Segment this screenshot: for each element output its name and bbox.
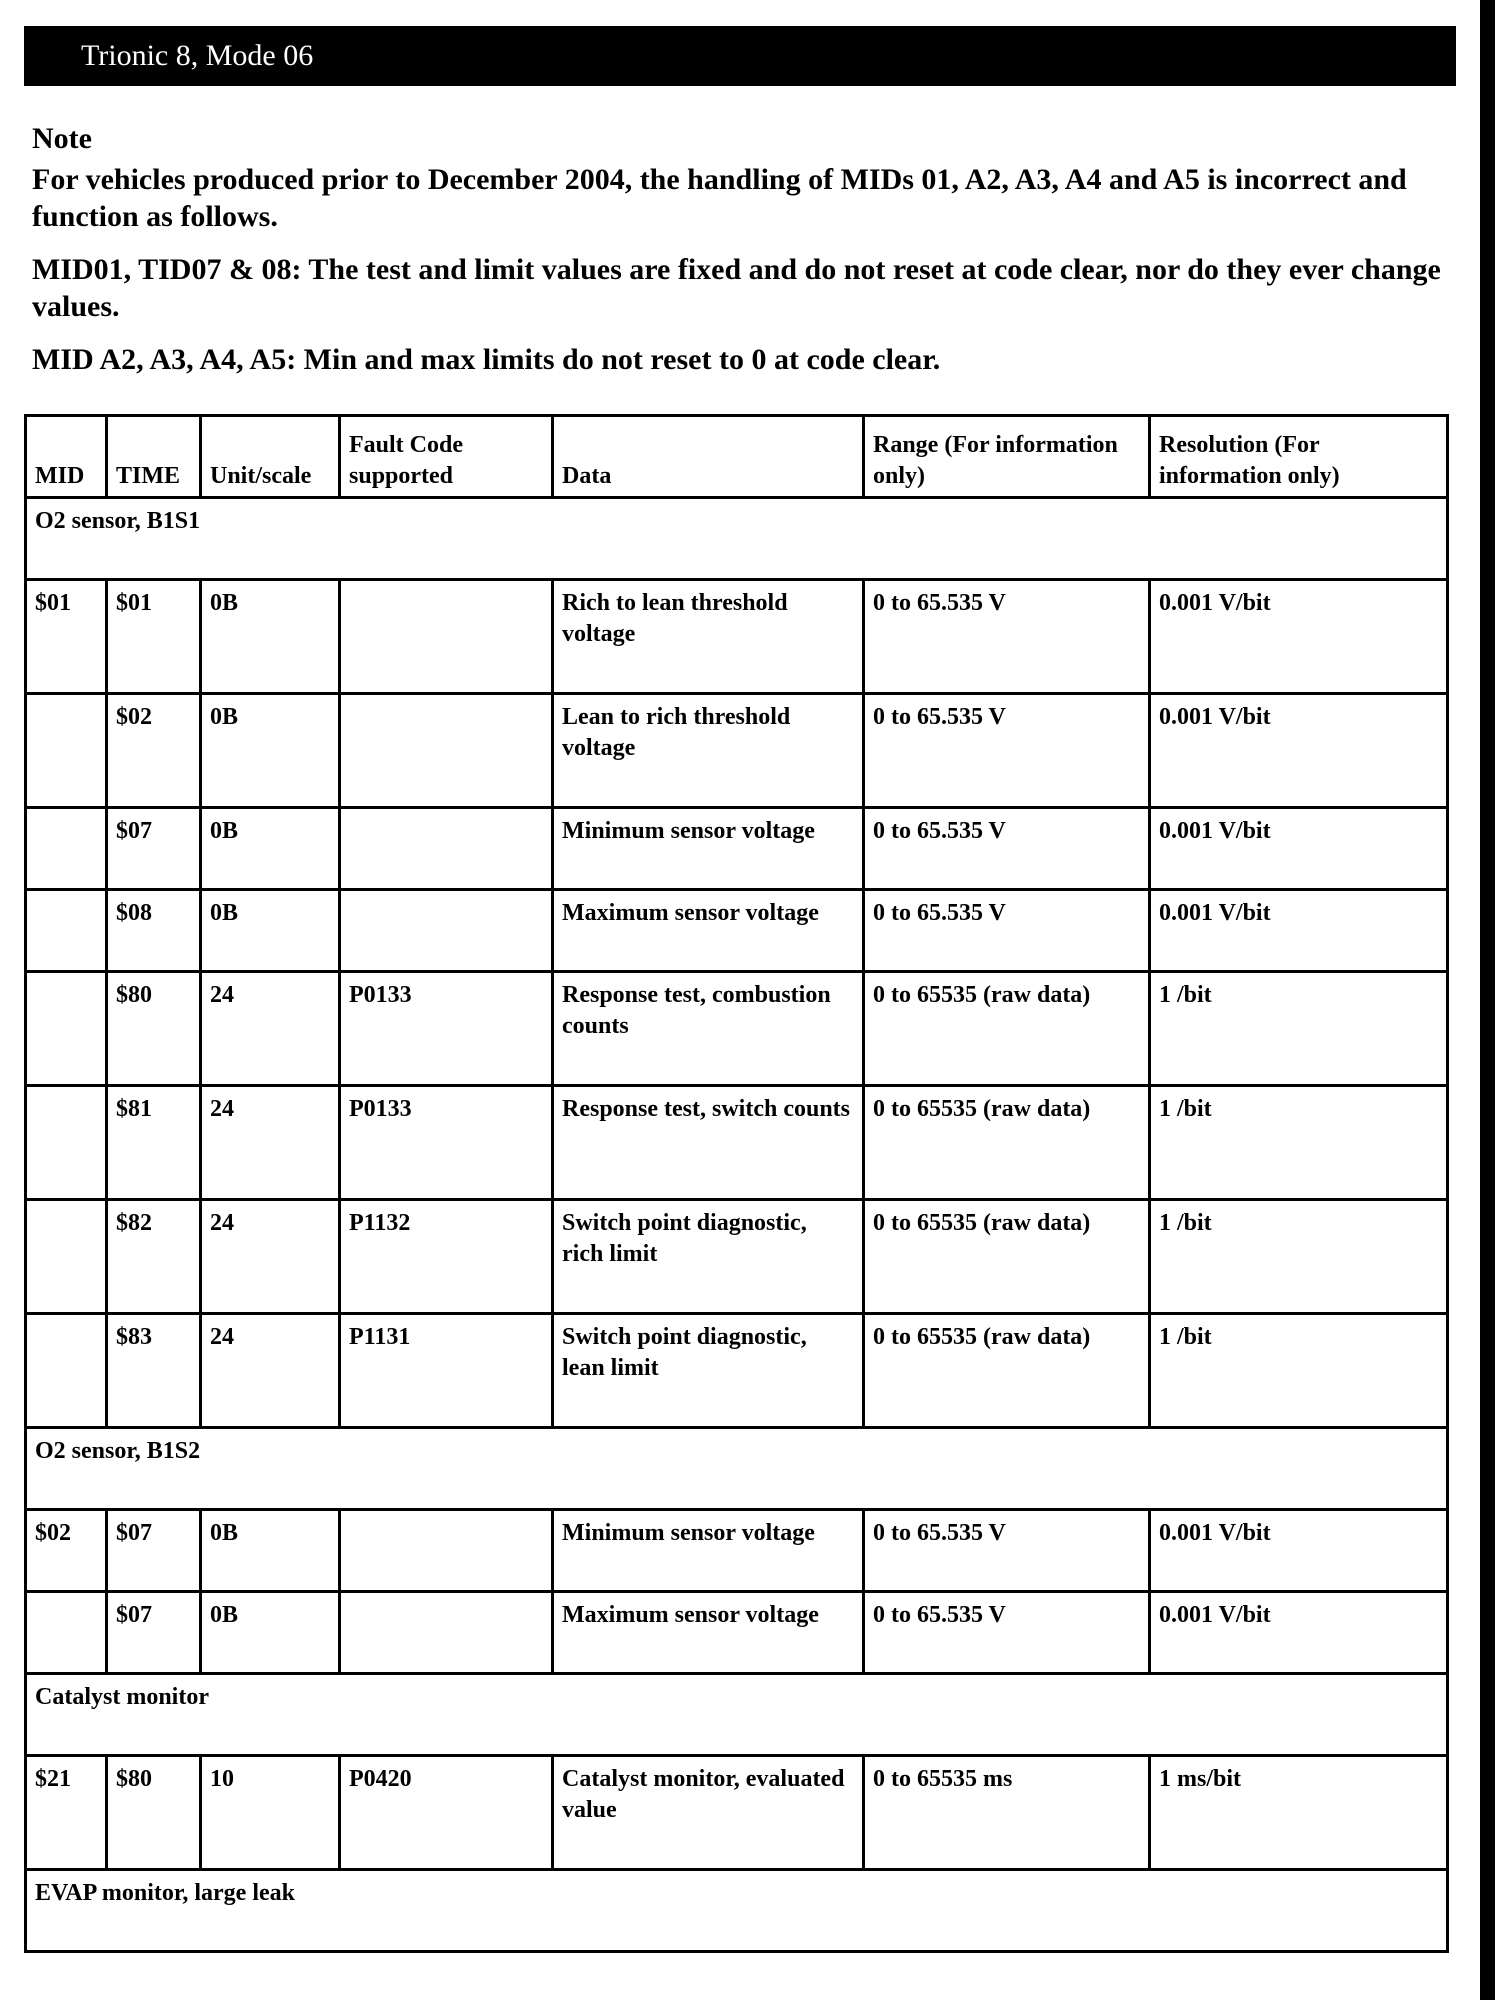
cell-data: Minimum sensor voltage (553, 808, 864, 890)
cell-range: 0 to 65.535 V (864, 580, 1150, 694)
cell-resolution: 1 /bit (1150, 1200, 1448, 1314)
cell-data: Lean to rich threshold voltage (553, 694, 864, 808)
group-label: O2 sensor, B1S1 (26, 498, 1448, 580)
cell-mid (26, 1200, 107, 1314)
cell-range: 0 to 65535 ms (864, 1756, 1150, 1870)
cell-resolution: 0.001 V/bit (1150, 890, 1448, 972)
table-row (26, 1510, 1448, 1592)
cell-range: 0 to 65535 (raw data) (864, 1200, 1150, 1314)
cell-mid (26, 1592, 107, 1674)
note-section (32, 120, 1452, 394)
cell-unit-scale: 0B (201, 1510, 340, 1592)
cell-unit-scale: 0B (201, 1592, 340, 1674)
cell-unit-scale: 24 (201, 972, 340, 1086)
cell-fault-code (340, 1592, 553, 1674)
column-header-data: Data (553, 416, 864, 498)
cell-range: 0 to 65535 (raw data) (864, 1086, 1150, 1200)
cell-fault-code (340, 694, 553, 808)
cell-time: $08 (107, 890, 201, 972)
table-row (26, 694, 1448, 808)
cell-data: Catalyst monitor, evaluated value (553, 1756, 864, 1870)
column-header-unit-scale: Unit/scale (201, 416, 340, 498)
table-row (26, 580, 1448, 694)
cell-mid (26, 1086, 107, 1200)
cell-mid (26, 890, 107, 972)
cell-resolution: 1 ms/bit (1150, 1756, 1448, 1870)
cell-fault-code: P0133 (340, 972, 553, 1086)
cell-mid: $21 (26, 1756, 107, 1870)
cell-data: Minimum sensor voltage (553, 1510, 864, 1592)
cell-mid (26, 694, 107, 808)
cell-data: Response test, switch counts (553, 1086, 864, 1200)
table-body (26, 498, 1448, 1952)
cell-mid (26, 808, 107, 890)
cell-fault-code (340, 808, 553, 890)
cell-range: 0 to 65535 (raw data) (864, 972, 1150, 1086)
cell-time: $80 (107, 972, 201, 1086)
cell-data: Switch point diagnostic, lean limit (553, 1314, 864, 1428)
page-edge-bar (1480, 0, 1495, 2000)
cell-fault-code: P1131 (340, 1314, 553, 1428)
cell-time: $01 (107, 580, 201, 694)
table-group-row (26, 1428, 1448, 1510)
cell-mid: $02 (26, 1510, 107, 1592)
group-label: EVAP monitor, large leak (26, 1870, 1448, 1952)
cell-time: $07 (107, 1592, 201, 1674)
cell-mid (26, 972, 107, 1086)
cell-range: 0 to 65.535 V (864, 1592, 1150, 1674)
note-paragraph: MID01, TID07 & 08: The test and limit values are fixed and do not reset at code clear, nor do they ever change values. (32, 253, 1441, 323)
table-row (26, 1756, 1448, 1870)
table-row (26, 1086, 1448, 1200)
cell-range: 0 to 65535 (raw data) (864, 1314, 1150, 1428)
cell-unit-scale: 24 (201, 1314, 340, 1428)
cell-fault-code (340, 890, 553, 972)
table-header-row (26, 416, 1448, 498)
column-header-time: TIME (107, 416, 201, 498)
table-row (26, 1314, 1448, 1428)
note-paragraph: For vehicles produced prior to December 2004, the handling of MIDs 01, A2, A3, A4 and A5 is incorrect and function as follows. (32, 163, 1407, 233)
cell-time: $02 (107, 694, 201, 808)
cell-unit-scale: 0B (201, 580, 340, 694)
cell-range: 0 to 65.535 V (864, 1510, 1150, 1592)
table-group-row (26, 1674, 1448, 1756)
cell-mid: $01 (26, 580, 107, 694)
cell-unit-scale: 24 (201, 1086, 340, 1200)
cell-fault-code (340, 1510, 553, 1592)
cell-time: $80 (107, 1756, 201, 1870)
note-heading: Note (32, 122, 92, 155)
cell-resolution: 1 /bit (1150, 972, 1448, 1086)
table-group-row (26, 498, 1448, 580)
table-row (26, 890, 1448, 972)
group-label: O2 sensor, B1S2 (26, 1428, 1448, 1510)
cell-fault-code: P1132 (340, 1200, 553, 1314)
cell-data: Maximum sensor voltage (553, 890, 864, 972)
cell-unit-scale: 10 (201, 1756, 340, 1870)
cell-range: 0 to 65.535 V (864, 808, 1150, 890)
cell-time: $81 (107, 1086, 201, 1200)
cell-data: Switch point diagnostic, rich limit (553, 1200, 864, 1314)
page-title: Trionic 8, Mode 06 (81, 39, 314, 72)
cell-resolution: 0.001 V/bit (1150, 694, 1448, 808)
cell-resolution: 0.001 V/bit (1150, 808, 1448, 890)
page-title-bar (24, 26, 1456, 86)
cell-range: 0 to 65.535 V (864, 890, 1150, 972)
column-header-mid: MID (26, 416, 107, 498)
cell-data: Response test, combustion counts (553, 972, 864, 1086)
cell-time: $07 (107, 808, 201, 890)
cell-fault-code (340, 580, 553, 694)
cell-fault-code: P0133 (340, 1086, 553, 1200)
cell-data: Rich to lean threshold voltage (553, 580, 864, 694)
cell-resolution: 1 /bit (1150, 1086, 1448, 1200)
cell-mid (26, 1314, 107, 1428)
cell-resolution: 0.001 V/bit (1150, 580, 1448, 694)
cell-resolution: 1 /bit (1150, 1314, 1448, 1428)
table-row (26, 1592, 1448, 1674)
cell-unit-scale: 0B (201, 808, 340, 890)
cell-time: $82 (107, 1200, 201, 1314)
cell-time: $07 (107, 1510, 201, 1592)
cell-range: 0 to 65.535 V (864, 694, 1150, 808)
table-group-row (26, 1870, 1448, 1952)
cell-time: $83 (107, 1314, 201, 1428)
column-header-resolution: Resolution (For information only) (1150, 416, 1448, 498)
table-row (26, 1200, 1448, 1314)
mode06-table (24, 414, 1449, 1953)
column-header-fault-code: Fault Code supported (340, 416, 553, 498)
note-paragraph: MID A2, A3, A4, A5: Min and max limits do not reset to 0 at code clear. (32, 343, 941, 376)
cell-data: Maximum sensor voltage (553, 1592, 864, 1674)
cell-unit-scale: 0B (201, 890, 340, 972)
cell-fault-code: P0420 (340, 1756, 553, 1870)
cell-unit-scale: 0B (201, 694, 340, 808)
group-label: Catalyst monitor (26, 1674, 1448, 1756)
column-header-range: Range (For information only) (864, 416, 1150, 498)
cell-resolution: 0.001 V/bit (1150, 1592, 1448, 1674)
cell-resolution: 0.001 V/bit (1150, 1510, 1448, 1592)
cell-unit-scale: 24 (201, 1200, 340, 1314)
table-row (26, 808, 1448, 890)
table-row (26, 972, 1448, 1086)
